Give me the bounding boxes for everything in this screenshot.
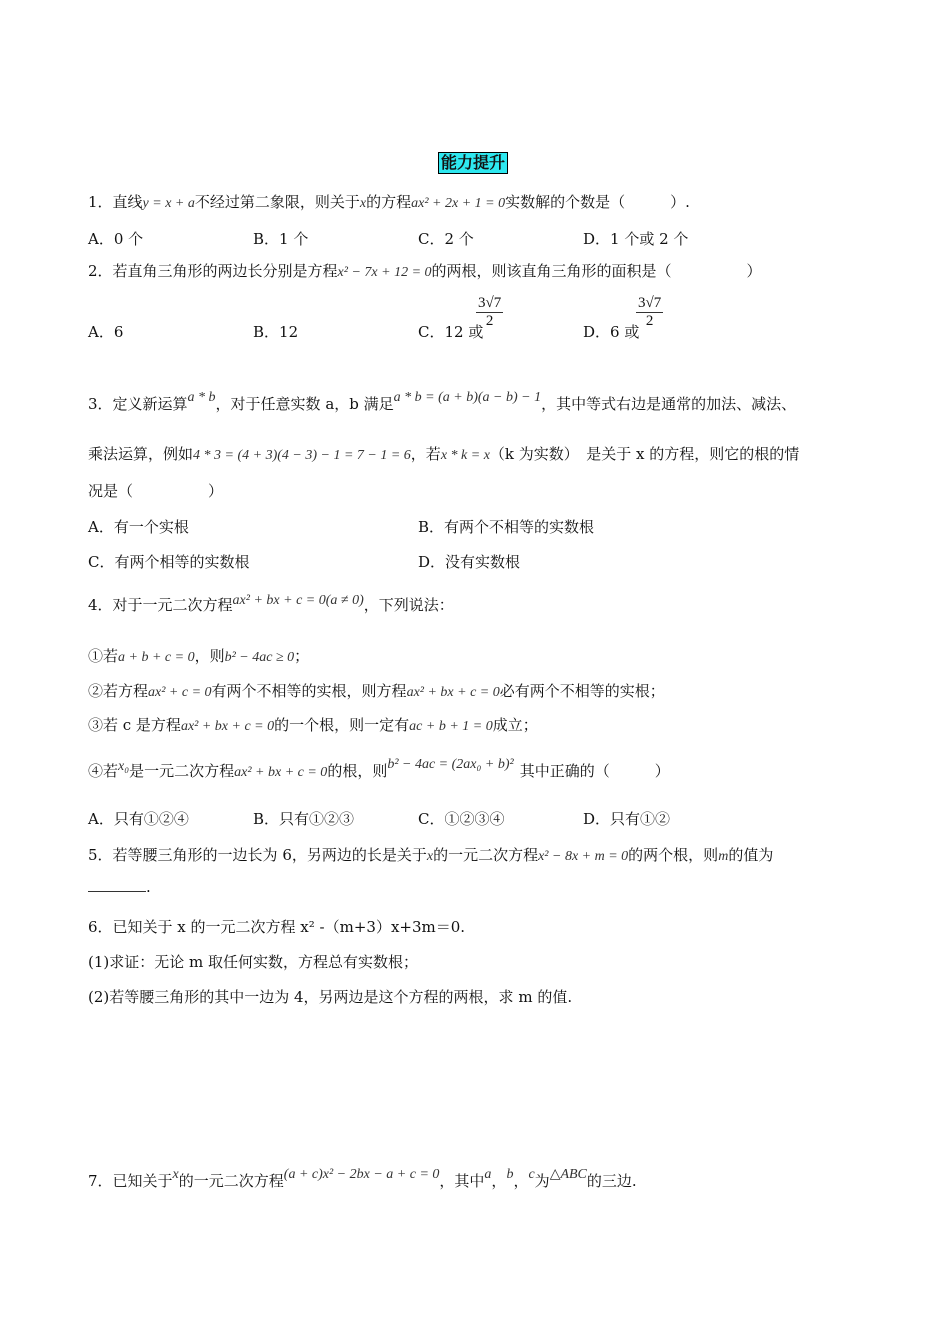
- question-2: [88, 260, 762, 281]
- question-3-line-1: 3．定义新运算a * b，对于任意实数 a，b 满足a * b = (a + b)(a − b) − 1，其中等式右边是通常的加法、减法、: [88, 390, 797, 413]
- q2-option-c-fraction: $\frac{3√7}{2}$: [478, 295, 502, 329]
- q2-option-b: B．12: [253, 323, 299, 341]
- question-1: [88, 191, 690, 212]
- section-title: 能力提升: [438, 152, 508, 174]
- q4-formula: ax² + bx + c = 0(a ≠ 0): [232, 593, 364, 608]
- q1-text: 的方程: [366, 193, 412, 211]
- q3-formula-equation: x * k = x: [440, 448, 490, 463]
- q4-statement-2: ②若方程ax² + c = 0有两个不相等的实根，则方程ax² + bx + c = 0必有两个不相等的实根；: [88, 682, 665, 700]
- q3-option-c: C．有两个相等的实数根: [88, 553, 250, 571]
- q1-formula-equation: ax² + 2x + 1 = 0: [411, 196, 506, 211]
- question-4: 4．对于一元二次方程ax² + bx + c = 0(a ≠ 0)，下列说法：: [88, 593, 454, 614]
- question-5: 5．若等腰三角形的一边长为 6，另两边的长是关于x的一元二次方程x² − 8x + m = 0的两个根，则m的值为: [88, 846, 774, 864]
- q3-formula-definition: a * b = (a + b)(a − b) − 1: [393, 390, 542, 405]
- q4-option-d: D．只有①②: [583, 810, 671, 828]
- q5-answer-blank[interactable]: .: [88, 878, 151, 896]
- question-6: 6．已知关于 x 的一元二次方程 x² -（m+3）x+3m＝0.: [88, 918, 466, 936]
- q6-part-2: (2)若等腰三角形的其中一边为 4，另两边是这个方程的两根，求 m 的值.: [88, 988, 573, 1006]
- question-3-line-2: 乘法运算，例如4 * 3 = (4 + 3)(4 − 3) − 1 = 7 − 1 = 6，若x * k = x（k 为实数） 是关于 x 的方程，则它的根的情: [88, 445, 800, 463]
- q4-statement-4: ④若x₀是一元二次方程ax² + bx + c = 0的根，则b² − 4ac = (2ax₀ + b)² 其中正确的（ ）: [88, 757, 670, 780]
- q3-option-b: B．有两个不相等的实数根: [418, 518, 595, 536]
- q3-formula-example: 4 * 3 = (4 + 3)(4 − 3) − 1 = 7 − 1 = 6: [193, 448, 411, 463]
- q4-statement-3: ③若 c 是方程ax² + bx + c = 0的一个根，则一定有ac + b + 1 = 0成立；: [88, 716, 538, 734]
- q1-formula-line: y = x + a: [142, 196, 195, 211]
- q1-option-b: B．1 个: [253, 230, 309, 248]
- q1-text: 实数解的个数是（ ）.: [505, 193, 690, 211]
- q2-option-c: C．12 或: [418, 323, 484, 341]
- q4-option-a: A．只有①②④: [88, 810, 189, 828]
- q2-text: 2．若直角三角形的两边长分别是方程: [88, 262, 338, 280]
- question-3-line-3: 况是（ ）: [88, 482, 224, 500]
- q2-text: 的两根，则该直角三角形的面积是（ ）: [431, 262, 762, 280]
- q2-option-d: D．6 或: [583, 323, 640, 341]
- q4-statement-1: ①若a + b + c = 0，则b² − 4ac ≥ 0；: [88, 647, 310, 665]
- q2-option-a: A．6: [88, 323, 124, 341]
- q1-variable-x: x: [359, 196, 367, 211]
- q3-option-d: D．没有实数根: [418, 553, 521, 571]
- q3-formula-op: a * b: [187, 390, 216, 405]
- q1-option-c: C．2 个: [418, 230, 474, 248]
- q4-option-b: B．只有①②③: [253, 810, 355, 828]
- q3-option-a: A．有一个实根: [88, 518, 189, 536]
- q1-text: 1．直线: [88, 193, 143, 211]
- q2-formula: x² − 7x + 12 = 0: [337, 265, 432, 280]
- q1-option-d: D．1 个或 2 个: [583, 230, 689, 248]
- q1-option-a: A．0 个: [88, 230, 144, 248]
- q1-text: 不经过第二象限，则关于: [194, 193, 360, 211]
- q6-part-1: (1)求证：无论 m 取任何实数，方程总有实数根；: [88, 953, 419, 971]
- q2-option-d-fraction: $\frac{3√7}{2}$: [638, 295, 662, 329]
- q4-option-c: C．①②③④: [418, 810, 505, 828]
- question-7: 7．已知关于x的一元二次方程(a + c)x² − 2bx − a + c = 0，其中a，b，c为△ABC的三边.: [88, 1167, 637, 1190]
